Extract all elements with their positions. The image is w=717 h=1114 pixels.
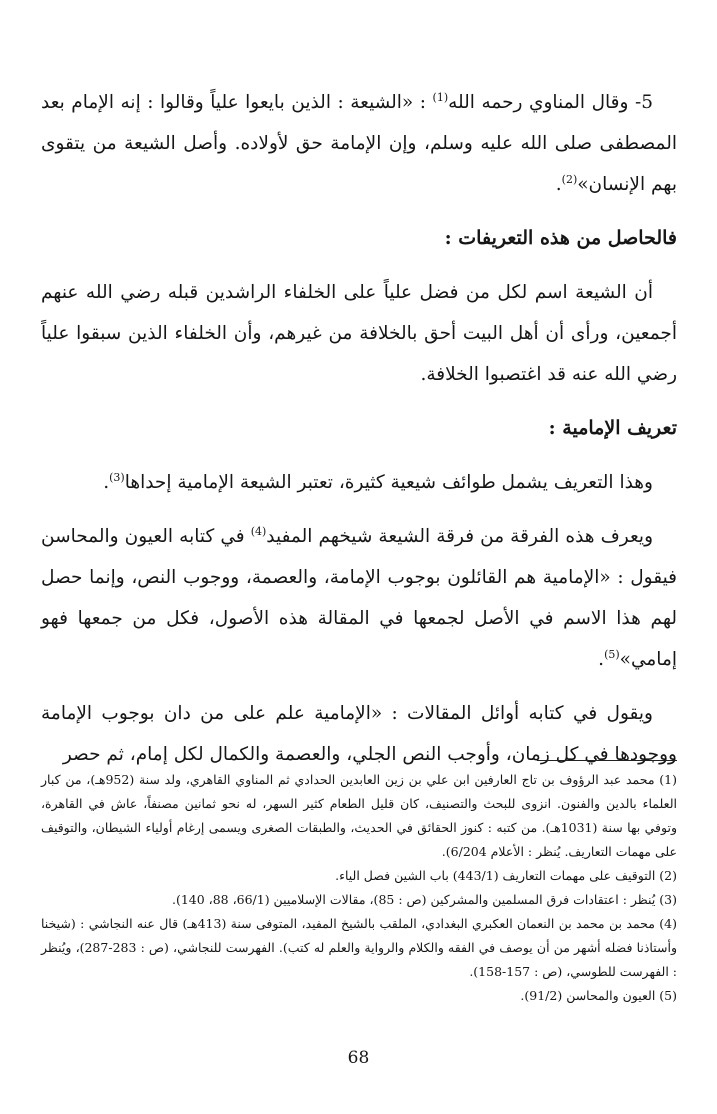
- paragraph-awail-quote: ويقول في كتابه أوائل المقالات : «الإمامية علم على من دان بوجوب الإمامة ووجودها في كل زمان، وأوجب النص الجلي، والعصمة والكمال لكل إمام، ثم حصر: [41, 703, 677, 765]
- footnote-ref-5: (5): [604, 647, 620, 661]
- paragraph-mufid-definition: [41, 516, 677, 680]
- footnote-4: (4) محمد بن محمد بن النعمان العكبري البغدادي، الملقب بالشيخ المفيد، المتوفى سنة (413هـ) قال عنه النجاشي : (شيخنا وأستاذنا فضله أشهر من أن يوصف في الفقه والكلام والرواية والعلم له كتب). الفهرست للنجاشي، (ص : 283-287)، ويُنظر : الفهرست للطوسي، (ص : 157-158).: [41, 916, 677, 979]
- text-segment: 5- وقال المناوي رحمه الله: [448, 92, 653, 113]
- paragraph-shia-definition: أن الشيعة اسم لكل من فضل علياً على الخلفاء الراشدين قبله رضي الله عنهم أجمعين، ورأى أن أهل البيت أحق بالخلافة من غيرهم، وأن الخلفاء الذين سبقوا علياً رضي الله عنه قد اغتصبوا الخلافة.: [41, 282, 677, 385]
- footnote-2: (2) التوقيف على مهمات التعاريف (443/1) باب الشين فصل الياء.: [335, 868, 677, 883]
- footnotes: [41, 768, 677, 1008]
- paragraph-sects: [41, 462, 677, 503]
- footnote-separator: [537, 760, 677, 761]
- footnote-ref-3: (3): [109, 470, 125, 484]
- text-segment: في كتابه العيون والمحاسن فيقول : «الإمامية هم القائلون بوجوب الإمامة، والعصمة، ووجوب النص، وإنما حصل لهم هذا الاسم في الأصل لجمعها في المقالة هذه الأصول، فكل من جمعها فهو إمامي»: [41, 526, 677, 670]
- heading-conclusion: فالحاصل من هذه التعريفات :: [444, 227, 677, 249]
- text-segment: وهذا التعريف يشمل طوائف شيعية كثيرة، تعتبر الشيعة الإمامية إحداها: [124, 472, 653, 493]
- footnote-1: (1) محمد عبد الرؤوف بن تاج العارفين ابن علي بن زين العابدين الحدادي ثم المناوي القاهري، ولد سنة (952هـ)، من كبار العلماء بالدين والفنون. انزوى للبحث والتصنيف، كان قليل الطعام كثير السهر، له نحو ثمانين مصنفاً، عاش في القاهرة، وتوفي بها سنة (1031هـ). من كتبه : كنوز الحقائق في الحديث، والطبقات الصغرى ويسمى إرغام أولياء الشيطان، والتوقيف على مهمات التعاريف. يُنظر : الأعلام 6/204).: [41, 772, 677, 859]
- text-segment: : «الشيعة : الذين بايعوا علياً وقالوا : إنه الإمام بعد المصطفى صلى الله عليه وسلم، وإن الإمامة حق لأولاده. وأصل الشيعة من يتقوى بهم الإنسان»: [41, 92, 677, 195]
- paragraph-manawi-definition: [41, 82, 677, 205]
- page-number: 68: [347, 1048, 370, 1068]
- text-segment: .: [555, 174, 562, 195]
- text-segment: .: [598, 649, 605, 670]
- footnote-3: (3) يُنظر : اعتقادات فرق المسلمين والمشركين (ص : 85)، مقالات الإسلاميين (66/1، 88، 140).: [171, 892, 677, 907]
- text-segment: ويعرف هذه الفرقة من فرقة الشيعة شيخهم المفيد: [266, 526, 654, 547]
- footnote-ref-2: (2): [561, 172, 578, 186]
- footnote-5: (5) العيون والمحاسن (91/2).: [520, 988, 677, 1003]
- main-text: [41, 82, 677, 788]
- text-segment: .: [103, 472, 110, 493]
- footnote-ref-4: (4): [250, 524, 267, 538]
- footnote-ref-1: (1): [432, 90, 449, 104]
- heading-imamiyya-definition: تعريف الإمامية :: [548, 417, 677, 439]
